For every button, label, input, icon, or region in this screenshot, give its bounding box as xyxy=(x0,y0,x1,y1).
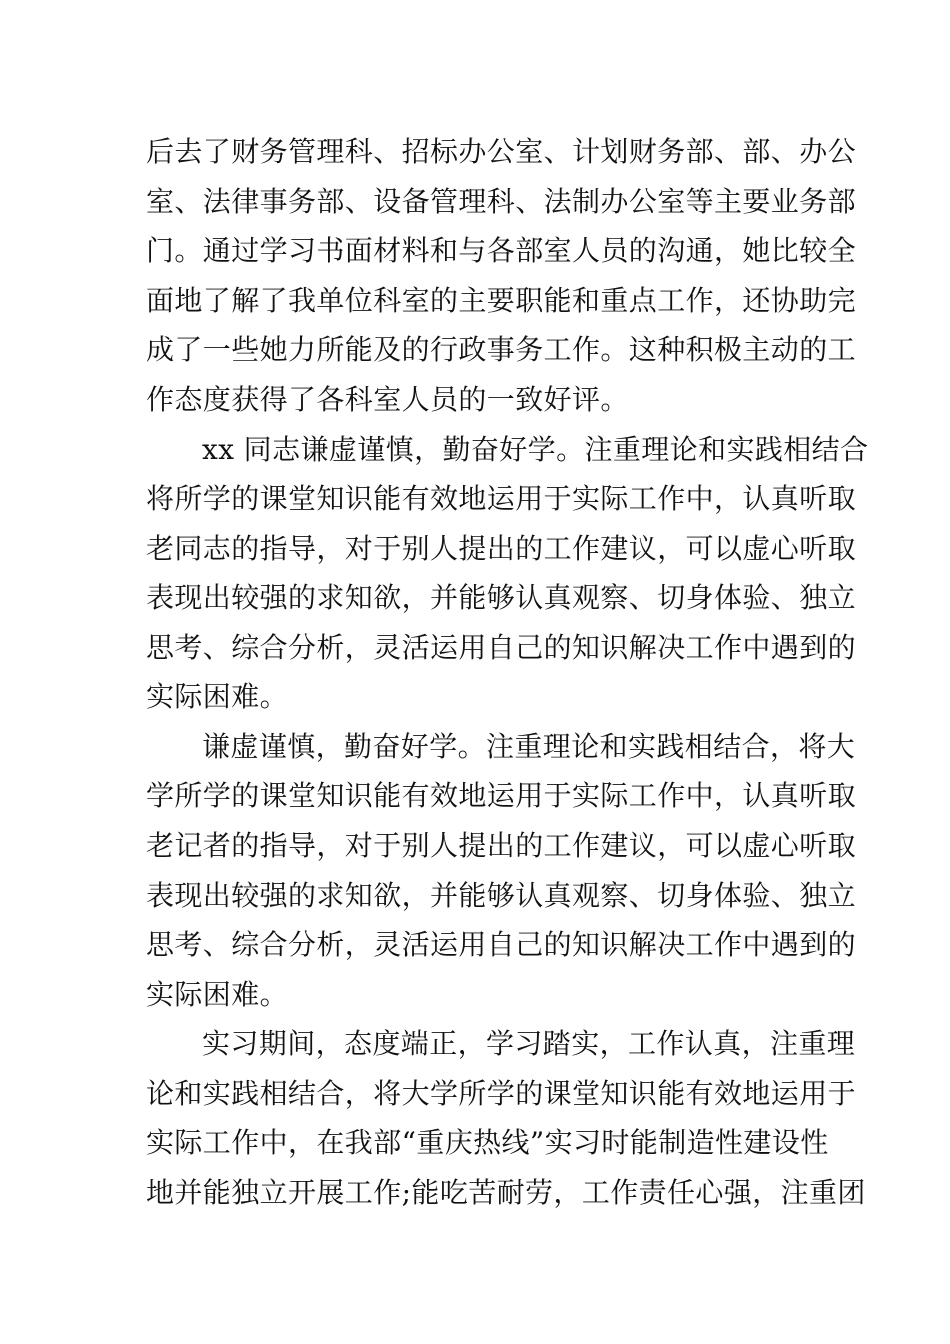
text-line: 室、法律事务部、设备管理科、法制办公室等主要业务部 xyxy=(146,185,857,218)
paragraph-first-line: xx 同志谦虚谨慎，勤奋好学。注重理论和实践相结合 xyxy=(202,433,869,466)
text-line: 成了一些她力所能及的行政事务工作。这种积极主动的工 xyxy=(146,333,857,366)
text-line: 老同志的指导，对于别人提出的工作建议，可以虚心听取 xyxy=(146,532,857,565)
text-line: 门。通过学习书面材料和与各部室人员的沟通，她比较全 xyxy=(146,234,857,267)
paragraph-first-line: 谦虚谨慎，勤奋好学。注重理论和实践相结合，将大 xyxy=(202,730,856,763)
text-line: 思考、综合分析，灵活运用自己的知识解决工作中遇到的 xyxy=(146,928,857,961)
text-line: 地并能独立开展工作;能吃苦耐劳，工作责任心强，注重团 xyxy=(146,1176,866,1209)
text-line: 后去了财务管理科、招标办公室、计划财务部、部、办公 xyxy=(146,135,857,168)
text-line: 表现出较强的求知欲，并能够认真观察、切身体验、独立 xyxy=(146,581,857,614)
text-line: 面地了解了我单位科室的主要职能和重点工作，还协助完 xyxy=(146,284,857,317)
text-line: 思考、综合分析，灵活运用自己的知识解决工作中遇到的 xyxy=(146,631,857,664)
text-line: 表现出较强的求知欲，并能够认真观察、切身体验、独立 xyxy=(146,879,857,912)
text-line: 实际工作中，在我部“重庆热线”实习时能制造性建设性 xyxy=(146,1126,829,1159)
text-line: 论和实践相结合，将大学所学的课堂知识能有效地运用于 xyxy=(146,1077,857,1110)
text-line: 实际困难。 xyxy=(146,680,289,713)
text-line: 将所学的课堂知识能有效地运用于实际工作中，认真听取 xyxy=(146,482,857,515)
text-line: 学所学的课堂知识能有效地运用于实际工作中，认真听取 xyxy=(146,779,857,812)
text-line: 实际困难。 xyxy=(146,978,289,1011)
text-line: 作态度获得了各科室人员的一致好评。 xyxy=(146,383,629,416)
paragraph-first-line: 实习期间，态度端正，学习踏实，工作认真，注重理 xyxy=(202,1027,856,1060)
text-line: 老记者的指导，对于别人提出的工作建议，可以虚心听取 xyxy=(146,829,857,862)
